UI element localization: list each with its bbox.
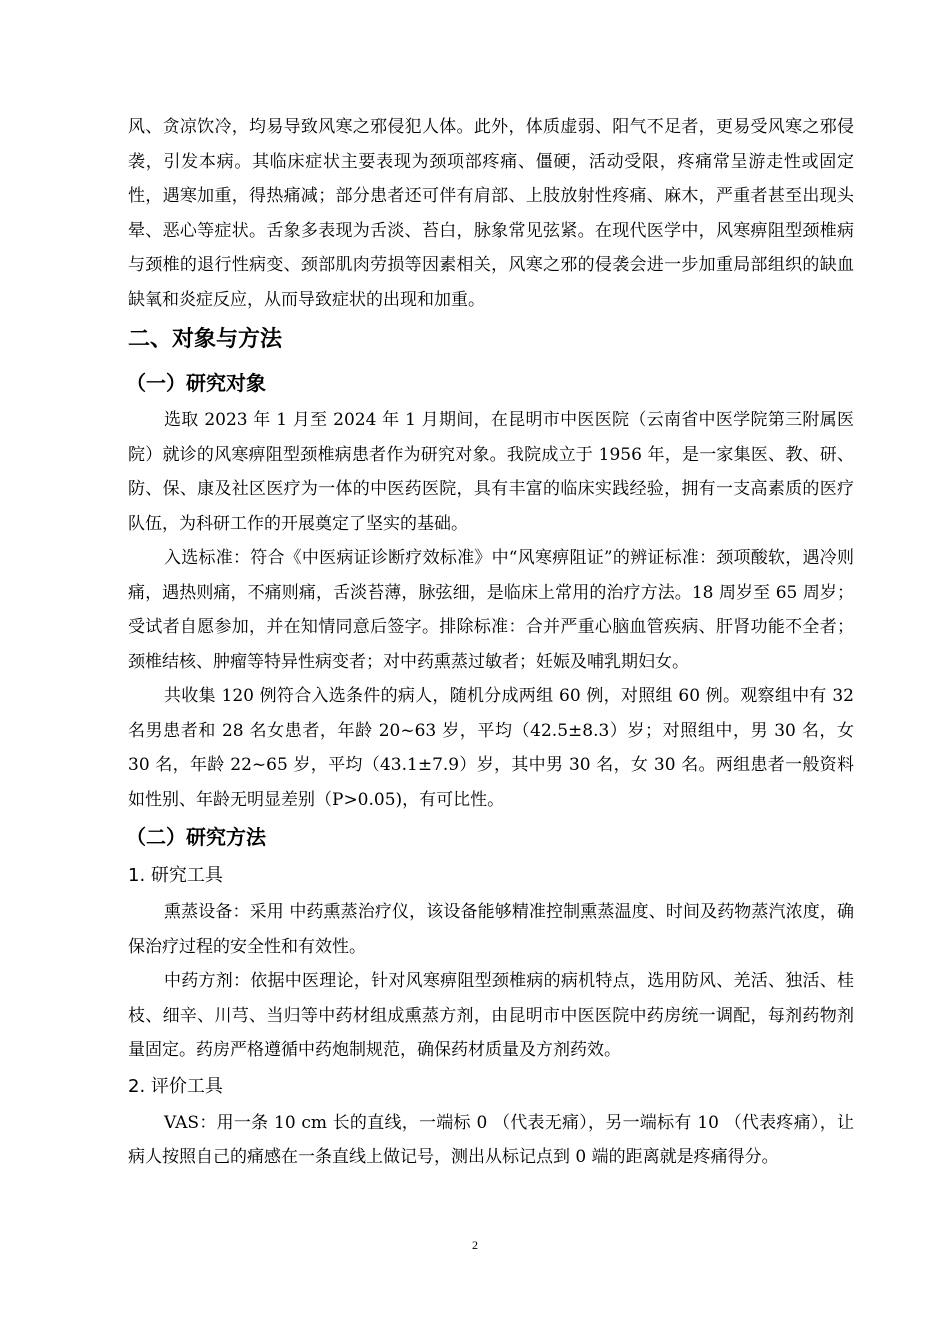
page-number: 2 — [472, 1238, 478, 1252]
criteria-paragraph: 入选标准：符合《中医病证诊断疗效标准》中“风寒痹阻证”的辨证标准：颈项酸软，遇冷则痛，遇热则痛，不痛则痛，舌淡苔薄，脉弦细，是临床上常用的治疗方法。18 周岁至 65 周岁；受试者自愿参加，并在知情同意后签字。排除标准：合并严重心脑血管疾病、肝肾功能不全者；颈椎结核、肿瘤等特异性病变者；对中药熏蒸过敏者；妊娠及哺乳期妇女。 — [128, 548, 854, 672]
subsection-heading-methods: （二）研究方法 — [126, 825, 266, 849]
subsection-heading-subjects: （一）研究对象 — [126, 371, 266, 395]
subjects-paragraph: 选取 2023 年 1 月至 2024 年 1 月期间，在昆明市中医医院（云南省中医学院第三附属医院）就诊的风寒痹阻型颈椎病患者作为研究对象。我院成立于 1956 年，是一家集医、教、研、防、保、康及社区医疗为一体的中医药医院，具有丰富的临床实践经验，拥有一支高素质的医疗队伍，为科研工作的开展奠定了坚实的基础。 — [128, 410, 854, 534]
document-page — [128, 110, 854, 1175]
heading-evaluation-tools: 2. 评价工具 — [128, 1075, 223, 1097]
groups-paragraph: 共收集 120 例符合入选条件的病人，随机分成两组 60 例，对照组 60 例。观察组中有 32 名男患者和 28 名女患者，年龄 20~63 岁，平均（42.5±8.3）岁；对照组中，男 30 名，女 30 名，年龄 22~65 岁，平均（43.1±7.9）岁，其中男 30 名，女 30 名。两组患者一般资料如性别、年龄无明显差别（P>0.05)，有可比性。 — [128, 686, 854, 810]
heading-research-tools: 1. 研究工具 — [128, 865, 223, 886]
section-heading-objects-methods: 二、对象与方法 — [128, 327, 283, 352]
formula-paragraph: 中药方剂：依据中医理论，针对风寒痹阻型颈椎病的病机特点，选用防风、羌活、独活、桂枝、细辛、川芎、当归等中药材组成熏蒸方剂，由昆明市中医医院中药房统一调配，每剂药物剂量固定。药房严格遵循中药炮制规范，确保药材质量及方剂药效。 — [128, 971, 854, 1060]
vas-paragraph: VAS：用一条 10 cm 长的直线，一端标 0 （代表无痛），另一端标有 10 （代表疼痛），让病人按照自己的痛感在一条直线上做记号，测出从标记点到 0 端的距离就是疼痛得分。 — [128, 1112, 854, 1167]
intro-paragraph: 风、贪凉饮冷，均易导致风寒之邪侵犯人体。此外，体质虚弱、阳气不足者，更易受风寒之邪侵袭，引发本病。其临床症状主要表现为颈项部疼痛、僵硬，活动受限，疼痛常呈游走性或固定性，遇寒加重，得热痛减；部分患者还可伴有肩部、上肢放射性疼痛、麻木，严重者甚至出现头晕、恶心等症状。舌象多表现为舌淡、苔白，脉象常见弦紧。在现代医学中，风寒痹阻型颈椎病与颈椎的退行性病变、颈部肌肉劳损等因素相关，风寒之邪的侵袭会进一步加重局部组织的缺血缺氧和炎症反应，从而导致症状的出现和加重。 — [128, 117, 854, 310]
device-paragraph: 熏蒸设备：采用 中药熏蒸治疗仪，该设备能够精准控制熏蒸温度、时间及药物蒸汽浓度，确保治疗过程的安全性和有效性。 — [128, 902, 854, 957]
